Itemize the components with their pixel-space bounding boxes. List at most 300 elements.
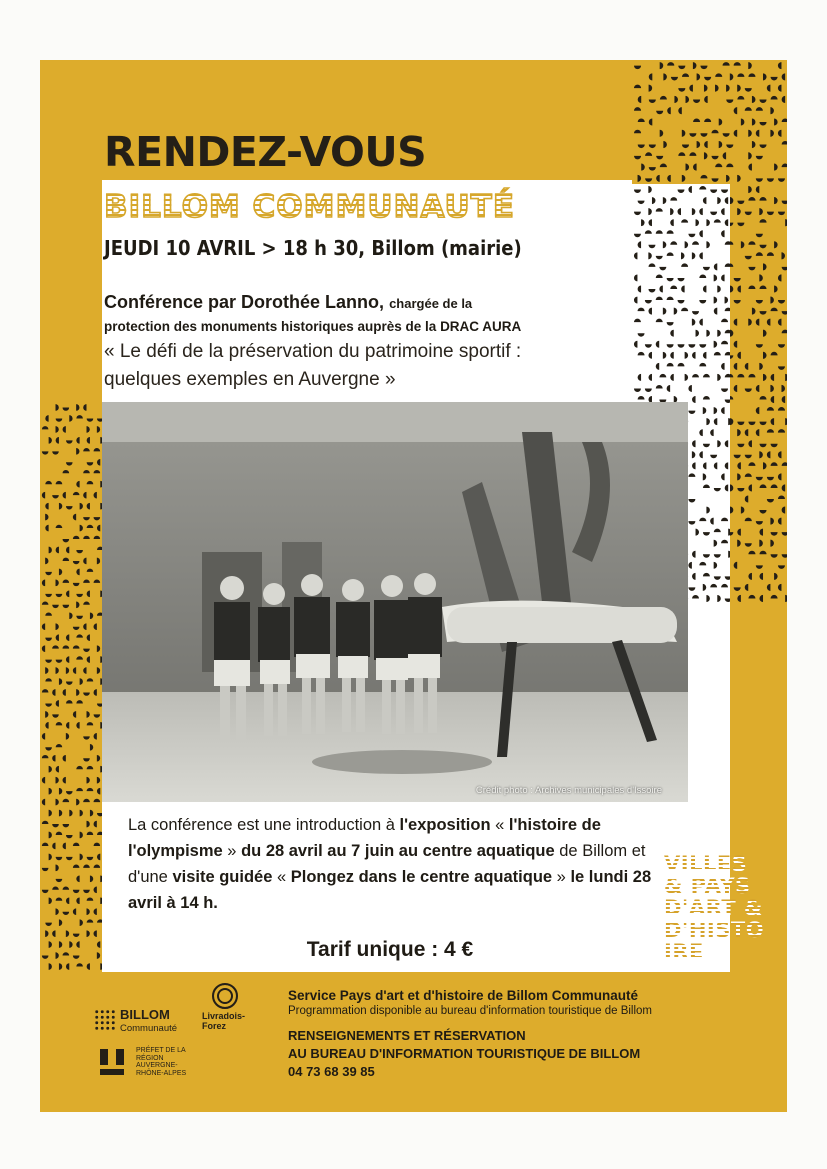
vah-logo-line: IRE: [664, 940, 704, 964]
decorative-dot: [771, 308, 778, 312]
decorative-dot: [756, 178, 763, 182]
decorative-dot: [763, 73, 767, 80]
decorative-dot: [756, 186, 760, 193]
decorative-dot: [759, 219, 766, 223]
decorative-dot: [56, 897, 63, 900]
decorative-dot: [73, 514, 76, 521]
decorative-dot: [87, 462, 94, 465]
decorative-dot: [56, 879, 63, 882]
decorative-dot: [97, 854, 100, 861]
decorative-dot: [700, 175, 707, 179]
decorative-dot: [726, 99, 733, 103]
decorative-dot: [83, 470, 90, 473]
decorative-dot: [752, 141, 756, 148]
decorative-dot: [734, 363, 738, 370]
decorative-dot: [66, 547, 69, 554]
decorative-dot: [782, 554, 787, 558]
decorative-dot: [759, 444, 766, 448]
decorative-dot: [778, 85, 782, 92]
decorative-dot: [87, 525, 94, 528]
decorative-dot: [756, 344, 763, 348]
decorative-dot: [737, 488, 744, 492]
decorative-dot: [771, 444, 778, 448]
decorative-dot: [782, 96, 786, 103]
decorative-dot: [76, 963, 83, 966]
decorative-dot: [748, 267, 755, 271]
decorative-dot: [759, 285, 766, 289]
decorative-dot: [52, 886, 59, 889]
decorative-dot: [73, 865, 80, 868]
decorative-dot: [45, 703, 52, 706]
decorative-dot: [63, 799, 70, 802]
decorative-dot: [73, 583, 80, 586]
decorative-dot: [748, 152, 752, 159]
decorative-dot: [770, 385, 774, 392]
decorative-dot: [726, 145, 733, 149]
decorative-dot: [748, 164, 752, 171]
decorative-dot: [693, 164, 697, 171]
decorative-dot: [63, 755, 66, 762]
decorative-dot: [638, 118, 645, 122]
decorative-dot: [759, 451, 763, 458]
decorative-dot: [778, 212, 785, 216]
decorative-dot: [660, 96, 667, 100]
decorative-dot: [723, 152, 727, 159]
decorative-dot: [656, 111, 663, 115]
decorative-dot: [76, 876, 79, 883]
decorative-dot: [745, 363, 749, 370]
decorative-dot: [745, 584, 749, 591]
decorative-dot: [728, 551, 730, 558]
decorative-dot: [638, 96, 642, 103]
decorative-dot: [689, 133, 696, 137]
decorative-dot: [49, 437, 52, 444]
decorative-dot: [748, 186, 752, 193]
decorative-dot: [80, 854, 83, 861]
decorative-dot: [711, 130, 718, 134]
decorative-dot: [663, 141, 667, 148]
decorative-dot: [94, 470, 101, 473]
decorative-dot: [94, 799, 101, 802]
decorative-dot: [80, 810, 83, 817]
decorative-dot: [700, 133, 707, 137]
decorative-dot: [76, 788, 83, 791]
decorative-dot: [660, 130, 664, 137]
decorative-dot: [42, 755, 49, 758]
decorative-dot: [94, 517, 101, 520]
decorative-dot: [52, 495, 59, 498]
decorative-dot: [759, 510, 766, 514]
decorative-dot: [83, 865, 90, 868]
decorative-dot: [66, 700, 73, 703]
decorative-dot: [748, 462, 755, 466]
decorative-dot: [63, 539, 70, 542]
decorative-dot: [737, 201, 744, 205]
decorative-dot: [649, 118, 653, 125]
decorative-dot: [97, 426, 100, 433]
decorative-dot: [660, 62, 664, 69]
decorative-dot: [649, 167, 656, 171]
decorative-dot: [756, 234, 763, 238]
decorative-dot: [97, 777, 100, 784]
decorative-dot: [759, 311, 766, 315]
decorative-dot: [63, 470, 70, 473]
decorative-dot: [745, 429, 749, 436]
decorative-dot: [66, 440, 73, 443]
decorative-dot: [42, 601, 49, 604]
decorative-dot: [759, 551, 766, 555]
decorative-dot: [87, 777, 90, 784]
decorative-dot: [778, 319, 782, 326]
decorative-dot: [771, 484, 778, 488]
decorative-dot: [730, 330, 734, 337]
decorative-dot: [66, 634, 69, 641]
decorative-dot: [69, 810, 72, 817]
decorative-dot: [42, 890, 49, 893]
decorative-dot: [723, 133, 730, 137]
decorative-dot: [726, 175, 730, 182]
decorative-dot: [745, 212, 752, 216]
decorative-dot: [63, 912, 70, 915]
decorative-dot: [734, 341, 738, 348]
decorative-dot: [83, 517, 90, 520]
decorative-dot: [52, 714, 59, 717]
decorative-dot: [56, 481, 63, 484]
decorative-dot: [730, 197, 734, 204]
decorative-dot: [649, 145, 656, 149]
decorative-dot: [737, 208, 741, 215]
decorative-dot: [49, 547, 52, 554]
decorative-dot: [52, 930, 55, 937]
decorative-dot: [770, 130, 774, 137]
decorative-dot: [83, 890, 90, 893]
decorative-dot: [76, 550, 83, 553]
decorative-dot: [73, 890, 80, 893]
prefet-logo-text: PRÉFET DE LA RÉGION AUVERGNE-RHÔNE-ALPES: [136, 1047, 187, 1077]
decorative-dot: [778, 473, 782, 480]
decorative-dot: [80, 525, 83, 532]
decorative-dot: [719, 141, 723, 148]
decorative-dot: [745, 388, 752, 392]
decorative-dot: [645, 152, 652, 156]
decorative-dot: [56, 766, 59, 773]
decorative-dot: [69, 415, 72, 422]
decorative-dot: [704, 77, 711, 81]
decorative-dot: [76, 700, 83, 703]
decorative-dot: [69, 612, 72, 619]
decorative-dot: [759, 245, 766, 249]
decorative-dot: [66, 897, 69, 904]
decorative-dot: [94, 580, 101, 583]
decorative-dot: [756, 565, 763, 569]
decorative-dot: [42, 580, 45, 587]
decorative-dot: [771, 554, 778, 558]
decorative-dot: [42, 843, 49, 846]
decorative-dot: [726, 164, 733, 168]
decorative-dot: [767, 451, 771, 458]
decorative-dot: [748, 73, 755, 77]
decorative-dot: [667, 62, 674, 66]
decorative-dot: [782, 330, 787, 334]
decorative-dot: [756, 156, 763, 160]
decorative-dot: [656, 156, 663, 160]
decorative-dot: [45, 667, 48, 674]
decorative-dot: [748, 573, 752, 580]
decorative-dot: [66, 591, 69, 598]
decorative-dot: [737, 595, 741, 602]
price: Tarif unique : 4 €: [306, 938, 474, 961]
decorative-dot: [782, 201, 787, 205]
decorative-dot: [771, 532, 778, 536]
expo-bold-3: du 28 avril au 7 juin au centre aquatique: [241, 842, 555, 860]
service-name: Service Pays d'art et d'histoire de Billom Communauté: [288, 988, 639, 1003]
decorative-dot: [87, 656, 90, 663]
decorative-dot: [76, 569, 79, 576]
decorative-dot: [59, 788, 62, 795]
billom-logo-sub: Communauté: [120, 1023, 178, 1034]
decorative-dot: [45, 660, 52, 663]
decorative-dot: [756, 521, 763, 525]
decorative-dot: [83, 558, 86, 565]
decorative-dot: [686, 164, 690, 171]
decorative-dot: [94, 843, 101, 846]
decorative-dot: [76, 897, 79, 904]
decorative-dot: [771, 396, 775, 403]
decorative-dot: [97, 645, 100, 652]
decorative-dot: [56, 426, 59, 433]
decorative-dot: [778, 62, 782, 69]
decorative-dot: [730, 484, 734, 491]
vah-logo-line: D'HISTO: [664, 918, 765, 942]
decorative-dot: [45, 503, 48, 510]
decorative-dot: [42, 492, 45, 499]
decorative-dot: [76, 656, 83, 659]
decorative-dot: [45, 678, 52, 681]
exhibition-description: [128, 812, 668, 916]
decorative-dot: [745, 455, 752, 459]
decorative-dot: [771, 96, 778, 100]
billom-grid-icon: [94, 1009, 116, 1031]
decorative-dot: [782, 396, 786, 403]
marianne-flag-icon: [100, 1049, 124, 1065]
decorative-dot: [97, 525, 100, 532]
decorative-dot: [66, 506, 73, 509]
decorative-dot: [56, 722, 63, 725]
decorative-dot: [45, 923, 52, 926]
decorative-dot: [97, 788, 100, 795]
decorative-dot: [767, 252, 774, 256]
decorative-dot: [87, 481, 94, 484]
decorative-dot: [771, 595, 778, 599]
decorative-dot: [741, 507, 745, 514]
decorative-dot: [56, 744, 63, 747]
decorative-dot: [42, 733, 45, 740]
decorative-dot: [741, 241, 745, 248]
decorative-dot: [734, 562, 738, 569]
decorative-dot: [748, 440, 752, 447]
decorative-dot: [730, 418, 734, 425]
decorative-dot: [686, 96, 690, 103]
decorative-dot: [94, 448, 101, 451]
event-date: JEUDI 10 AVRIL > 18 h 30, Billom (mairie): [104, 236, 522, 260]
decorative-dot: [674, 96, 678, 103]
decorative-dot: [737, 429, 741, 436]
decorative-dot: [87, 426, 90, 433]
decorative-dot: [90, 744, 93, 751]
decorative-dot: [76, 722, 79, 729]
decorative-dot: [76, 766, 83, 769]
decorative-dot: [87, 788, 94, 791]
decorative-dot: [745, 495, 749, 502]
decorative-dot: [76, 404, 79, 411]
decorative-dot: [59, 503, 62, 510]
decorative-dot: [778, 495, 785, 499]
decorative-dot: [63, 558, 70, 561]
decorative-dot: [693, 62, 697, 69]
booking-info: [288, 1027, 738, 1063]
expo-text-3: »: [222, 842, 242, 860]
decorative-dot: [782, 267, 787, 271]
decorative-dot: [737, 223, 744, 227]
decorative-dot: [678, 107, 682, 114]
page-title: RENDEZ-VOUS: [104, 128, 427, 176]
decorative-dot: [42, 689, 49, 692]
decorative-dot: [83, 601, 90, 604]
decorative-dot: [759, 422, 766, 426]
decorative-dot: [49, 897, 52, 904]
decorative-dot: [56, 908, 59, 915]
decorative-dot: [737, 473, 741, 480]
decorative-dot: [56, 777, 59, 784]
decorative-dot: [49, 963, 52, 970]
decorative-dot: [748, 241, 755, 245]
billom-communaute-logo: [94, 1007, 194, 1047]
decorative-dot: [730, 73, 734, 80]
decorative-dot: [767, 477, 774, 481]
decorative-dot: [771, 418, 775, 425]
decorative-dot: [97, 755, 100, 762]
decorative-dot: [73, 561, 80, 564]
decorative-dot: [45, 930, 48, 937]
decorative-dot: [641, 164, 645, 171]
decorative-dot: [719, 118, 723, 125]
decorative-dot: [767, 584, 771, 591]
decorative-dot: [752, 308, 756, 315]
decorative-dot: [73, 536, 80, 539]
decorative-dot: [748, 422, 755, 426]
decorative-dot: [66, 963, 69, 970]
decorative-dot: [634, 130, 641, 134]
decorative-dot: [63, 824, 70, 827]
decorative-dot: [748, 551, 755, 555]
decorative-dot: [87, 418, 94, 421]
decorative-dot: [734, 278, 741, 282]
decorative-dot: [678, 66, 685, 70]
decorative-dot: [56, 525, 63, 528]
decorative-dot: [782, 507, 786, 514]
decorative-dot: [76, 594, 83, 597]
decorative-dot: [748, 130, 752, 137]
decorative-dot: [737, 73, 744, 77]
archive-photo-image: [102, 402, 688, 802]
decorative-dot: [660, 164, 667, 168]
decorative-dot: [770, 518, 774, 525]
decorative-dot: [778, 429, 785, 433]
vah-logo-line: D'ART &: [664, 896, 763, 920]
decorative-dot: [59, 678, 62, 685]
decorative-dot: [671, 77, 678, 81]
decorative-dot: [45, 415, 48, 422]
decorative-dot: [782, 532, 787, 536]
decorative-dot: [756, 252, 763, 256]
decorative-dot: [56, 623, 59, 630]
decorative-dot: [94, 536, 101, 539]
dots-left-svg: [40, 402, 102, 972]
decorative-dot: [649, 73, 653, 80]
decorative-dot: [76, 799, 79, 806]
decorative-dot: [94, 733, 97, 740]
conference-lead: Conférence par Dorothée Lanno,: [104, 292, 385, 312]
decorative-dot: [49, 788, 52, 795]
decorative-dot: [56, 418, 63, 421]
decorative-dot: [704, 118, 711, 122]
decorative-dot: [763, 462, 767, 469]
decorative-dot: [704, 85, 708, 92]
expo-bold-4: visite guidée: [172, 868, 273, 886]
decorative-dot: [756, 107, 763, 111]
programming-note: Programmation disponible au bureau d'information touristique de Billom: [288, 1005, 653, 1017]
livradois-logo-name: Livradois-Forez: [202, 1011, 246, 1031]
decorative-dot: [42, 623, 45, 630]
decorative-dot: [63, 645, 70, 648]
decorative-dot: [76, 448, 79, 455]
decorative-dot: [87, 591, 90, 598]
decorative-dot: [678, 152, 685, 156]
decorative-dot: [56, 799, 59, 806]
dot-pattern-top-right: [632, 60, 787, 184]
decorative-dot: [704, 141, 708, 148]
dot-pattern-left: [40, 402, 102, 972]
decorative-dot: [42, 821, 49, 824]
decorative-dot: [748, 319, 752, 326]
decorative-dot: [76, 415, 83, 418]
decorative-dot: [770, 107, 774, 114]
decorative-dot: [782, 462, 787, 466]
decorative-dot: [656, 175, 660, 182]
decorative-dot: [83, 623, 86, 630]
decorative-dot: [45, 481, 52, 484]
decorative-dot: [59, 810, 62, 817]
decorative-dot: [49, 810, 52, 817]
vah-logo-line: VILLES: [664, 852, 748, 876]
decorative-dot: [730, 507, 734, 514]
decorative-dot: [94, 714, 101, 717]
decorative-dot: [785, 374, 787, 381]
decorative-dot: [76, 634, 83, 637]
decorative-dot: [87, 722, 94, 725]
decorative-dot: [737, 285, 741, 292]
decorative-dot: [76, 616, 83, 619]
decorative-dot: [45, 638, 52, 641]
conference-lead-line: [104, 290, 634, 316]
decorative-dot: [66, 857, 73, 860]
decorative-dot: [42, 451, 49, 454]
decorative-dot: [63, 407, 70, 410]
decorative-dot: [785, 418, 787, 425]
decorative-dot: [87, 569, 94, 572]
vah-logo-line: & PAYS: [664, 874, 751, 898]
decorative-dot: [734, 130, 738, 137]
